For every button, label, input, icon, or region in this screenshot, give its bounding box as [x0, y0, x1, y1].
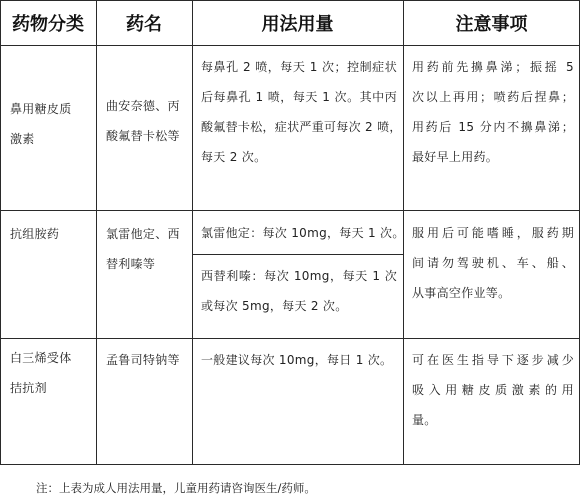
- row2-drug: [106, 219, 180, 279]
- header-usage: 用法用量: [261, 13, 334, 35]
- row3-notes: [412, 345, 574, 435]
- table-rule: [0, 0, 1, 465]
- cell-line: 量。: [412, 413, 437, 427]
- header-category: 药物分类: [12, 13, 84, 35]
- cell-line: 一般建议每次 10mg，每日 1 次。: [201, 353, 393, 367]
- cell-line: 氯雷他定、西: [106, 227, 180, 241]
- table-rule: [96, 0, 97, 465]
- cell-line: 抗组胺药: [10, 227, 60, 241]
- table-rule: [0, 45, 580, 46]
- table-rule: [192, 254, 403, 255]
- cell-line: 曲安奈德、丙: [106, 99, 180, 113]
- footnote: 注：上表为成人用法用量，儿童用药请咨询医生/药师。: [36, 481, 316, 495]
- cell-line: 鼻用糖皮质: [10, 102, 72, 116]
- row2-usage-b: [201, 261, 397, 321]
- cell-line: 后每鼻孔 1 喷，每天 1 次。其中丙: [201, 90, 397, 104]
- cell-line: 白三烯受体: [10, 351, 72, 365]
- cell-line: 服用后可能嗜睡，服药期: [412, 226, 574, 240]
- row1-usage: [201, 52, 402, 172]
- cell-line: 用药前先擤鼻涕；振摇 5: [412, 60, 574, 74]
- row2-category: [10, 219, 59, 249]
- table-rule: [0, 338, 580, 339]
- row2-usage-a: [201, 218, 405, 248]
- row3-usage: [201, 345, 392, 375]
- row1-notes: [412, 52, 574, 172]
- row3-drug: [106, 345, 180, 375]
- cell-line: 激素: [10, 132, 35, 146]
- cell-line: 次以上再用；喷药后捏鼻；: [412, 90, 574, 104]
- cell-line: 西替利嗪：每次 10mg，每天 1 次: [201, 269, 397, 283]
- cell-line: 氯雷他定：每次 10mg，每天 1 次。: [201, 226, 405, 240]
- cell-line: 用药后 15 分内不擤鼻涕；: [412, 120, 574, 134]
- row1-drug: [106, 91, 180, 151]
- cell-line: 每天 2 次。: [201, 150, 267, 164]
- row3-category: [10, 343, 72, 403]
- cell-line: 酸氟替卡松等: [106, 129, 180, 143]
- cell-line: 孟鲁司特钠等: [106, 353, 180, 367]
- header-drug-name: 药名: [126, 13, 162, 35]
- cell-line: 吸入用糖皮质激素的用: [412, 383, 574, 397]
- cell-line: 酸氟替卡松，症状严重可每次 2 喷，: [201, 120, 402, 134]
- cell-line: 拮抗剂: [10, 381, 47, 395]
- cell-line: 间请勿驾驶机、车、船、: [412, 256, 574, 270]
- table-rule: [192, 0, 193, 465]
- cell-line: 每鼻孔 2 喷，每天 1 次；控制症状: [201, 60, 397, 74]
- header-notes: 注意事项: [455, 13, 528, 35]
- cell-line: 从事高空作业等。: [412, 286, 511, 300]
- row2-notes: [412, 218, 574, 308]
- table-rule: [0, 464, 580, 465]
- cell-line: 可在医生指导下逐步减少: [412, 353, 574, 367]
- cell-line: 最好早上用药。: [412, 150, 499, 164]
- cell-line: 替利嗪等: [106, 257, 156, 271]
- table-rule: [0, 210, 580, 211]
- row1-category: [10, 94, 72, 154]
- cell-line: 或每次 5mg，每天 2 次。: [201, 299, 348, 313]
